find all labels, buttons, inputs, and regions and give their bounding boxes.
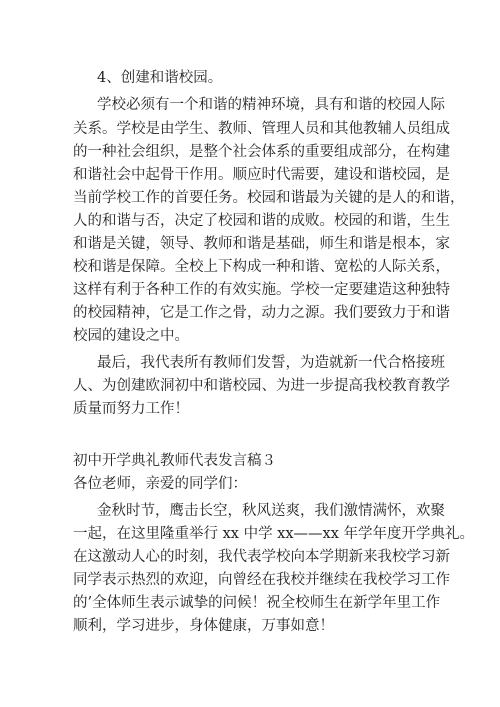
paragraph-line: 关系。学校是由学生、教师、管理人员和其他教辅人员组成 xyxy=(73,121,450,137)
paragraph-line: 学校必须有一个和谐的精神环境，具有和谐的校园人际 xyxy=(97,97,445,113)
section-heading: 4、创建和谐校园。 xyxy=(97,70,223,86)
paragraph-line: 这样有利于各种工作的有效实施。学校一定要建造这种独特 xyxy=(73,282,450,298)
paragraph-line: 一起，在这里隆重举行 xx 中学 xx——xx 年学年度开学典礼。 xyxy=(73,526,474,542)
paragraph-line: 同学表示热烈的欢迎，向曾经在我校并继续在我校学习工作 xyxy=(73,572,450,588)
speech-title: 初中开学典礼教师代表发言稿３ xyxy=(73,453,276,469)
paragraph-line: 人的和谐与否，决定了校园和谐的成败。校园的和谐，生生 xyxy=(73,213,450,229)
paragraph-line: 和谐是关键，领导、教师和谐是基础，师生和谐是根本，家 xyxy=(73,236,450,252)
paragraph-line: 金秋时节，鹰击长空，秋风送爽，我们激情满怀，欢聚 xyxy=(97,503,445,519)
paragraph-line: 顺利，学习进步，身体健康，万事如意！ xyxy=(73,618,334,634)
paragraph-line: 质量而努力工作！ xyxy=(73,401,189,417)
paragraph-line: 的一种社会组织，是整个社会体系的重要组成部分，在构建 xyxy=(73,144,450,160)
paragraph-line: 的’全体师生表示诚挚的问候！祝全校师生在新学年里工作 xyxy=(73,595,441,611)
paragraph-line: 的校园精神，它是工作之骨，动力之源。我们要致力于和谐 xyxy=(73,305,450,321)
paragraph-line: 在这激动人心的时刻，我代表学校向本学期新来我校学习新 xyxy=(73,549,450,565)
greeting: 各位老师，亲爱的同学们： xyxy=(73,476,247,492)
paragraph-line: 最后，我代表所有教师们发誓，为造就新一代合格接班 xyxy=(97,355,445,371)
paragraph-line: 人、为创建欧洞初中和谐校园、为进一步提高我校教育教学 xyxy=(73,378,450,394)
paragraph-line: 和谐社会中起骨干作用。顺应时代需要，建设和谐校园，是 xyxy=(73,167,450,183)
paragraph-line: 校园的建设之中。 xyxy=(73,328,189,344)
paragraph-line: 校和谐是保障。全校上下构成一种和谐、宽松的人际关系， xyxy=(73,259,450,275)
paragraph-line: 当前学校工作的首要任务。校园和谐最为关键的是人的和谐， xyxy=(73,190,465,206)
